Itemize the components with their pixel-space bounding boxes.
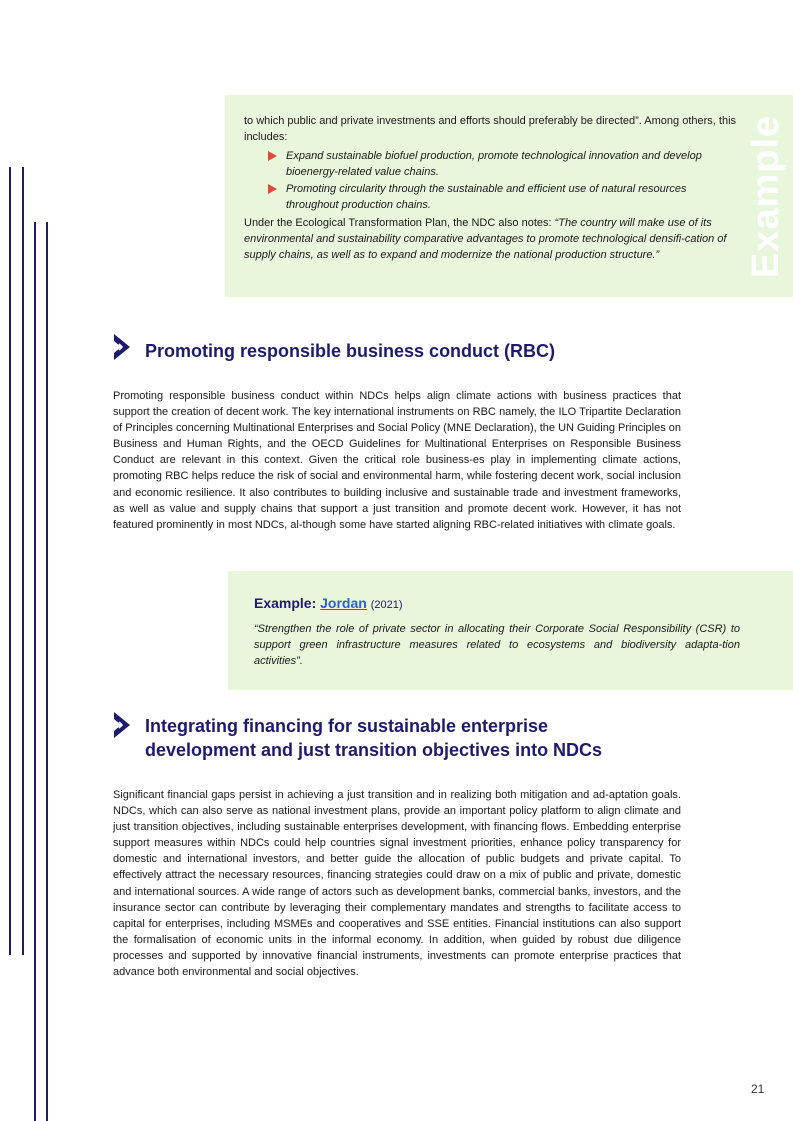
example-bullet-list xyxy=(268,148,739,213)
jordan-example-box xyxy=(228,571,793,690)
example-intro: to which public and private investments and efforts should preferably be directed”. Among others, this includes: xyxy=(244,115,737,143)
section-title-rbc: Promoting responsible business conduct (RBC) xyxy=(145,341,556,361)
decorative-line xyxy=(34,222,36,1121)
jordan-quote: “Strengthen the role of private sector in allocating their Corporate Social Responsibility (CSR) to support green infrastructure measures related to ecosystems and biodiversity adapta-tion activities”. xyxy=(254,623,740,667)
decorative-line xyxy=(22,167,24,955)
list-item: Expand sustainable biofuel production, promote technological innovation and develop bioenergy-related value chains. xyxy=(268,148,739,180)
section-arrow-icon xyxy=(113,333,131,361)
section-arrow-icon xyxy=(113,711,131,739)
list-item: Promoting circularity through the sustainable and efficient use of natural resources throughout production chains. xyxy=(268,181,739,213)
jordan-heading: Example: Jordan (2021) xyxy=(254,595,403,611)
decorative-line xyxy=(46,222,48,1121)
example-box xyxy=(225,95,793,297)
decorative-line xyxy=(9,167,11,955)
example-closing: Under the Ecological Transformation Plan, the NDC also notes: “The country will make use of its environmental and sustainability comparative advantages to promote technological densifi-cation of supply chains, as well as to expand and modernize the national production structure.” xyxy=(244,217,727,261)
jordan-link[interactable]: Jordan xyxy=(320,595,367,611)
triangle-bullet-icon xyxy=(268,184,277,194)
section-title-financing: Integrating financing for sustainable enterprise development and just transition objectives into NDCs xyxy=(145,716,603,760)
section-body-financing: Significant financial gaps persist in achieving a just transition and in realizing both mitigation and ad-aptation goals. NDCs, which can also serve as national investment plans, provide an important policy platform to align climate and just transition objectives, including sustainable enterprises development, with financing flows. Embedding enterprise support measures within NDCs could help countries signal investment priorities, enhance policy transparency for domestic and international investors, and better guide the allocation of public budgets and private capital. To effectively attract the necessary resources, financing strategies could draw on a mix of public and private, domestic and international sources. A wide range of actors such as development banks, commercial banks, investors, and the insurance sector can contribute by leveraging their complementary mandates and strengths to facilitate access to capital for enterprises, including MSMEs and cooperatives and SSE entities. Financial institutions can also support the formalisation of economic units in the informal economy. In addition, when guided by robust due diligence processes and supported by innovative financial instruments, investments can promote enterprise practices that advance both environmental and social objectives. xyxy=(113,789,681,979)
example-side-label: Example xyxy=(745,114,788,278)
section-body-rbc: Promoting responsible business conduct within NDCs helps align climate actions with business practices that support the creation of decent work. The key international instruments on RBC namely, the ILO Tripartite Declaration of Principles concerning Multinational Enterprises and Social Policy (MNE Declaration), the UN Guiding Principles on Business and Human Rights, and the OECD Guidelines for Multinational Enterprises on Responsible Business Conduct are relevant in this context. Given the critical role business-es play in implementing climate actions, promoting RBC helps reduce the risk of social and environmental harm, while fostering decent work, social inclusion and economic resilience. It also contributes to building inclusive and sustainable trade and investment frameworks, as well as value and supply chains that support a just transition and promote decent work. However, it has not featured prominently in most NDCs, al-though some have started aligning RBC-related initiatives with climate goals. xyxy=(113,390,681,531)
triangle-bullet-icon xyxy=(268,151,277,161)
page-number: 21 xyxy=(751,1082,765,1096)
